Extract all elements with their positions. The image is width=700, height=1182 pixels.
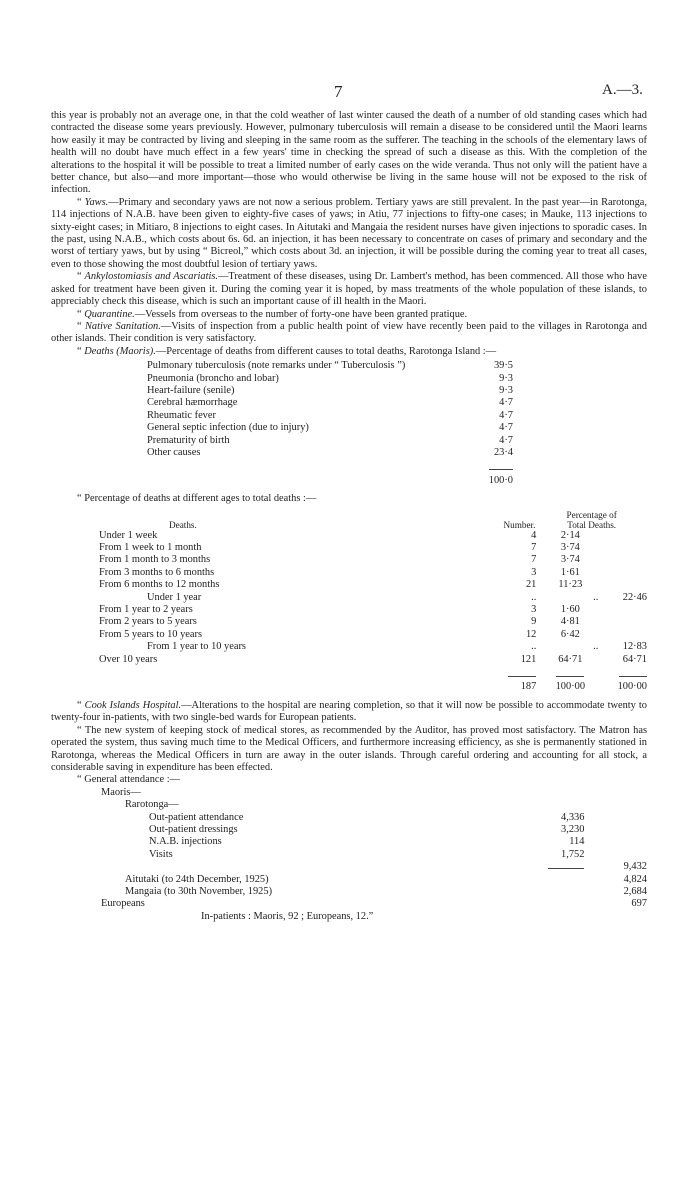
table-row (99, 604, 647, 616)
cause-value: 9·3 (499, 372, 513, 384)
cause-label: Pneumonia (broncho and lobar) (147, 372, 279, 384)
table-row (51, 812, 647, 824)
cause-value: 4·7 (499, 409, 513, 421)
attendance-maoris: Maoris— (101, 786, 141, 798)
table-row (147, 475, 513, 487)
quarantine-paragraph: “ Quarantine.—Vessels from overseas to the number of forty-one have been granted pratique. (77, 308, 468, 320)
age-number: 4 (531, 529, 537, 541)
table-row (51, 911, 647, 923)
age-percentage: .. (593, 641, 599, 653)
age-percentage: 11·23 (558, 579, 583, 591)
age-subtotal (604, 567, 647, 579)
table-row (147, 397, 513, 409)
attendance-label: Out-patient attendance (149, 811, 244, 823)
ankylostomiasis-heading: Ankylostomiasis and Ascariatis. (84, 271, 219, 283)
cause-value: 4·7 (499, 397, 513, 409)
table-row (147, 447, 513, 459)
attendance-value: 4,824 (623, 873, 647, 885)
table-row (147, 373, 513, 385)
table-row (147, 410, 513, 422)
table-total-row (99, 681, 647, 693)
ankylostomiasis-paragraph: “ Ankylostomiasis and Ascariatis.—Treatment of these diseases, using Dr. Lambert's method, has been commenced. All those who have asked for treatment have been given it. During the coming year it is hoped, by mass treatments of the whole population of these islands, to appreciably check this disease, which is such an important cause of ill health in the Maori. (51, 271, 647, 308)
age-percentage: 2·14 (560, 529, 580, 541)
age-number: 3 (531, 604, 537, 616)
age-subtotal (604, 542, 647, 554)
document-reference: A.—3. (602, 82, 643, 98)
table-row (51, 836, 647, 848)
attendance-label: Visits (149, 848, 173, 860)
hospital-paragraph: “ Cook Islands Hospital.—Alterations to the hospital are nearing completion, so that it will now be possible to accommodate twenty to twenty-four in-patients, with two single-bed wards for European patients. (51, 699, 648, 724)
age-percentage: 6·42 (560, 628, 580, 640)
ages-intro-paragraph: “ Percentage of deaths at different ages to total deaths :— (77, 493, 317, 505)
attendance-intro: “ General attendance :— (77, 774, 180, 786)
subtotal-rule (548, 868, 584, 869)
attendance-value: 1,752 (561, 848, 585, 860)
deaths-heading: Deaths (Maoris). (84, 345, 156, 357)
age-subtotal: 12·83 (622, 641, 647, 653)
attendance-rarotonga: Rarotonga— (125, 799, 179, 811)
table-row (99, 616, 647, 628)
cause-label: Cerebral hæmorrhage (147, 397, 238, 409)
age-label: From 2 years to 5 years (99, 616, 197, 628)
age-label: From 1 year to 10 years (147, 641, 246, 653)
age-percentage: 64·71 (558, 653, 583, 665)
deaths-by-age-table (99, 510, 647, 694)
age-label: Under 1 year (147, 591, 202, 603)
total-rule (619, 676, 647, 677)
age-percentage: 1·61 (560, 566, 580, 578)
attendance-value: 2,684 (623, 885, 647, 897)
attendance-label: Aitutaki (to 24th December, 1925) (125, 873, 269, 885)
age-subtotal (604, 629, 647, 641)
column-header-number: Number. (503, 519, 536, 530)
yaws-text: —Primary and secondary yaws are not now a serious problem. Tertiary yaws are still prevalent. In the past year—in Rarotonga, 114 injections of N.A.B. have been given to eighty-five cases of yaws; in Atiu, 77 injections to fifty-one cases; in Mauke, 113 injections to sixty-eight cases; in Mitiaro, 8 injections to eight cases. In Aitutaki and Mangaia the resident nurses have given injections to sporadic cases. In the past, using N.A.B., which costs about 6s. 6d. an injection, it has been necessary to concentrate on cases of primary and secondary and the worst of tertiary yaws, but by using “ Bicreol,” which costs about 3d. an injection, it will be possible during the coming year to treat all cases, even to those showing the most doubtful lesion of tertiary yaws. (51, 196, 647, 270)
table-header-row (99, 510, 647, 530)
deaths-intro-paragraph: “ Deaths (Maoris).—Percentage of deaths from different causes to total deaths, Rarotonga Island :— (77, 345, 497, 357)
inpatients-line: In-patients : Maoris, 92 ; Europeans, 12.” (201, 910, 374, 922)
table-row (99, 654, 647, 666)
table-row (51, 898, 647, 910)
table-row (99, 567, 647, 579)
cause-label: Rheumatic fever (147, 409, 216, 421)
table-row (51, 849, 647, 861)
age-number: 21 (525, 579, 537, 591)
age-percentage: 3·74 (560, 554, 580, 566)
causes-of-death-table (147, 360, 513, 487)
table-row (51, 787, 647, 799)
age-subtotal: 64·71 (622, 653, 647, 665)
table-row (51, 799, 647, 811)
age-number: 7 (531, 542, 537, 553)
causes-total: 100·0 (488, 474, 513, 486)
age-label: From 3 months to 6 months (99, 566, 215, 578)
report-body (51, 110, 647, 923)
table-row (99, 666, 647, 681)
age-label: From 1 week to 1 month (99, 542, 202, 553)
sanitation-text: —Visits of inspection from a public health point of view have recently been paid to the villages in Rarotonga and other islands. Their condition is very satisfactory. (51, 320, 647, 345)
table-row (51, 886, 647, 898)
age-number: .. (531, 591, 537, 603)
attendance-label: Europeans (101, 898, 145, 910)
table-row (51, 824, 647, 836)
sanitation-paragraph: “ Native Sanitation.—Visits of inspection from a public health point of view have recently been paid to the villages in Rarotonga and other islands. Their condition is very satisfactory. (51, 320, 647, 345)
age-label: Over 10 years (99, 653, 158, 665)
cause-label: Pulmonary tuberculosis (note remarks under “ Tuberculosis ”) (147, 360, 406, 372)
age-percentage: 4·81 (560, 616, 580, 628)
table-row (51, 861, 647, 873)
table-row (147, 459, 513, 474)
age-number: 7 (531, 554, 537, 566)
table-row (147, 385, 513, 397)
attendance-value: 3,230 (561, 823, 585, 835)
age-percentage: .. (593, 591, 599, 603)
table-row (99, 629, 647, 641)
age-number: 12 (525, 628, 537, 640)
table-row (51, 774, 647, 786)
ankylostomiasis-text: —Treatment of these diseases, using Dr. Lambert's method, has been commenced. All those who have asked for treatment have been given it. During the coming year it is hoped, by mass treatments of the whole population of these islands, to appreciably check this disease, which is such an important cause of ill health in the Maori. (51, 271, 647, 308)
total-rule (556, 676, 584, 677)
age-percentage: 3·74 (560, 542, 580, 553)
hospital-text: —Alterations to the hospital are nearing completion, so that it will now be possible to accommodate twenty to twenty-four in-patients, with two single-bed wards for European patients. (51, 699, 648, 724)
page-number: 7 (334, 82, 343, 101)
deaths-intro-text: —Percentage of deaths from different causes to total deaths, Rarotonga Island :— (155, 345, 497, 357)
age-label: From 6 months to 12 months (99, 579, 220, 591)
cause-value: 39·5 (493, 360, 513, 372)
age-subtotal (604, 530, 647, 542)
age-total-percentage: 100·00 (555, 681, 586, 693)
total-rule (508, 676, 536, 677)
attendance-label: Out-patient dressings (149, 823, 238, 835)
age-number: 9 (531, 616, 537, 628)
age-label: From 1 year to 2 years (99, 604, 193, 616)
attendance-value: 697 (631, 898, 647, 910)
table-row (147, 360, 513, 372)
table-row (147, 422, 513, 434)
attendance-label: N.A.B. injections (149, 836, 222, 848)
cause-value: 4·7 (499, 434, 513, 446)
age-subtotal (604, 616, 647, 628)
sanitation-heading: Native Sanitation. (85, 320, 161, 332)
cause-label: General septic infection (due to injury) (147, 422, 309, 434)
quarantine-text: —Vessels from overseas to the number of forty-one have been granted pratique. (134, 308, 468, 320)
age-total-number: 187 (520, 681, 537, 693)
cause-value: 9·3 (499, 384, 513, 396)
table-row (99, 579, 647, 591)
age-subtotal (604, 554, 647, 566)
attendance-table (51, 774, 647, 923)
table-row (99, 554, 647, 566)
column-header-percentage: Percentage of Total Deaths. (566, 509, 617, 530)
yaws-heading: Yaws. (84, 196, 109, 208)
cause-label: Other causes (147, 446, 201, 458)
table-row (99, 592, 647, 604)
age-number: .. (531, 641, 537, 653)
column-header-deaths: Deaths. (169, 519, 197, 530)
tuberculosis-paragraph: this year is probably not an average one, in that the cold weather of last winter caused the death of a number of old standing cases which had contracted the disease some years previously. However, pulmonary tuberculosis will remain a disease to be considered until the Maori learns how easily it may be contracted by living and sleeping in the same room as the sufferer. The teaching in the schools of the elementary laws of health will no doubt have much effect in a few years' time in checking the spread of such a disease as this. With the completion of the alterations to the hospital it will be possible to treat a limited number of early cases on the wide veranda. Thus not only will the patient have a better chance, but also—and more important—those who would otherwise be living in the same house will not be exposed to the risk of infection. (51, 110, 647, 196)
cause-value: 4·7 (499, 422, 513, 434)
age-label: Under 1 week (99, 529, 158, 541)
table-row (99, 530, 647, 542)
age-subtotal (604, 579, 647, 591)
age-label: From 1 month to 3 months (99, 554, 211, 566)
table-row (51, 874, 647, 886)
rarotonga-total: 9,432 (623, 861, 647, 873)
attendance-value: 4,336 (561, 811, 585, 823)
age-number: 121 (520, 653, 537, 665)
cause-label: Heart-failure (senile) (147, 384, 235, 396)
table-row (147, 435, 513, 447)
total-rule (489, 469, 513, 470)
attendance-value: 114 (569, 836, 585, 848)
age-total-subtotal: 100·00 (617, 681, 647, 693)
table-row (99, 641, 647, 653)
attendance-label: Mangaia (to 30th November, 1925) (125, 885, 273, 897)
stock-paragraph: “ The new system of keeping stock of medical stores, as recommended by the Auditor, has proved most satisfactory. The Matron has operated the system, thus saving much time to the Medical Officers, and furthermore increasing efficiency, as she is permanently stationed in Rarotonga, whereas the Medical Officers in turn are away in the outer islands. Through careful ordering and accounting for all stock, a considerable saving in expenditure has been effected. (51, 724, 647, 773)
age-subtotal: 22·46 (622, 591, 647, 603)
table-row (99, 542, 647, 554)
cause-value: 23·4 (493, 446, 513, 458)
hospital-heading: Cook Islands Hospital. (84, 699, 182, 711)
yaws-paragraph: “ Yaws.—Primary and secondary yaws are not now a serious problem. Tertiary yaws are still prevalent. In the past year—in Rarotonga, 114 injections of N.A.B. have been given to eighty-five cases of yaws; in Atiu, 77 injections to fifty-one cases; in Mauke, 113 injections to sixty-eight cases; in Mitiaro, 8 injections to eight cases. In Aitutaki and Mangaia the resident nurses have given injections to sporadic cases. In the past, using N.A.B., which costs about 6s. 6d. an injection, it has been necessary to concentrate on cases of primary and secondary and the worst of tertiary yaws, but by using “ Bicreol,” which costs about 3d. an injection, it will be possible during the coming year to treat all cases, even to those showing the most doubtful lesion of tertiary yaws. (51, 196, 647, 270)
age-percentage: 1·60 (560, 604, 580, 616)
quarantine-heading: Quarantine. (84, 308, 135, 320)
cause-label: Prematurity of birth (147, 434, 230, 446)
age-number: 3 (531, 566, 537, 578)
age-subtotal (604, 604, 647, 616)
age-label: From 5 years to 10 years (99, 628, 203, 640)
